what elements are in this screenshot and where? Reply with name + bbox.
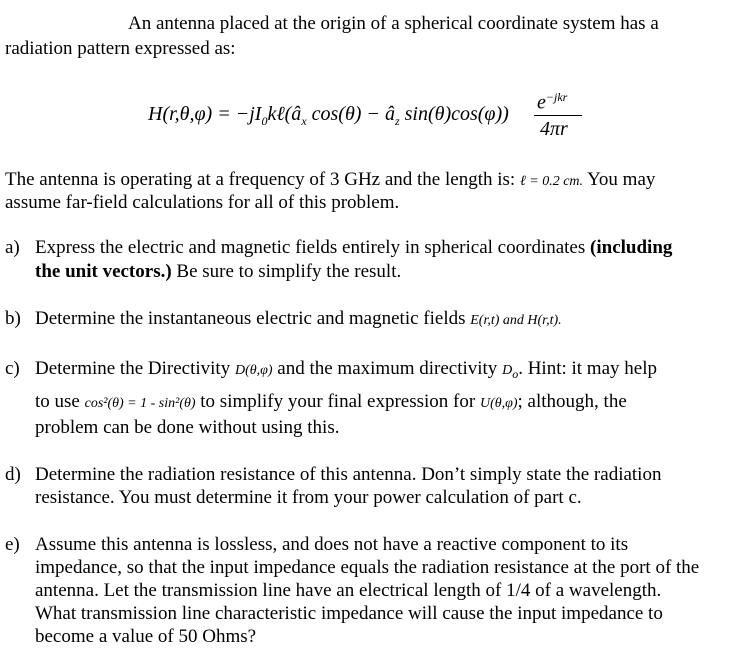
operating-line-2: assume far-field calculations for all of this problem. (5, 192, 400, 213)
u-expression: U(θ,φ) (479, 396, 518, 411)
intro-line-1: An antenna placed at the origin of a spherical coordinate system has a (128, 13, 659, 34)
part-c-label: c) (5, 358, 20, 379)
part-b-label: b) (5, 308, 21, 329)
max-directivity-expression: $D_o$ (502, 363, 519, 381)
problem-document: An antenna placed at the origin of a spherical coordinate system has a radiation pattern expressed as: $H(r,\theta,\varphi) = -jI_0k\ell(â_x$ $\cos(\theta) - â_z$ sin(θ)cos(φ)) $e^{-jkr}$ 4πr The antenna is operating at a frequency of 3 GHz and the length is: ℓ = 0.2 cm. You may assume far-field calculations for all of this problem. a) Express the electric and magnetic fields entirely in spherical coordinates (including the unit vectors.) Be sure to simplify the result. b) Determine the instantaneous electric and magnetic fields E(r,t) and H(r,t). c) Determine the Directivity D(θ,φ) and the maximum directivity $D_o$. Hint: it may help to use cos²(θ) = 1 - sin²(θ) to simplify your final expression for U(θ,φ); although, the problem can be done without using this. d) Determine the radiation resistance of this antenna. Don’t simply state the radiation resistance. You must determine it from your power calculation of part c. e) Assume this antenna is lossless, and does not have a reactive component to its impedance, so that the input impedance equals the radiation resistance at the port of the antenna. Let the transmission line have an electrical length of 1/4 of a wavelength. What transmission line characteristic impedance will cause the input impedance to become a value of 50 Ohms? (0, 0, 732, 652)
part-d-label: d) (5, 464, 21, 485)
eq-fraction-bar (534, 115, 582, 116)
radiation-pattern-equation: $H(r,\theta,\varphi) = -jI_0k\ell(â_x$ $\cos(\theta) - â_z$ sin(θ)cos(φ)) (148, 103, 509, 128)
directivity-expression: D(θ,φ) (234, 363, 273, 378)
part-e-label: e) (5, 534, 20, 555)
operating-line-1: The antenna is operating at a frequency of 3 GHz and the length is: ℓ = 0.2 cm. You may (5, 169, 656, 190)
intro-line-2: radiation pattern expressed as: (5, 38, 236, 59)
fields-expression: E(r,t) and H(r,t). (470, 313, 562, 328)
eq-denominator: 4πr (540, 118, 568, 140)
trig-identity: cos²(θ) = 1 - sin²(θ) (84, 396, 196, 411)
length-expression: ℓ = 0.2 cm. (519, 174, 584, 189)
eq-lhs: H(r,θ,φ) = −jI (148, 103, 262, 125)
part-a-label: a) (5, 237, 20, 258)
eq-numerator: $e^{-jkr}$ (537, 90, 568, 114)
